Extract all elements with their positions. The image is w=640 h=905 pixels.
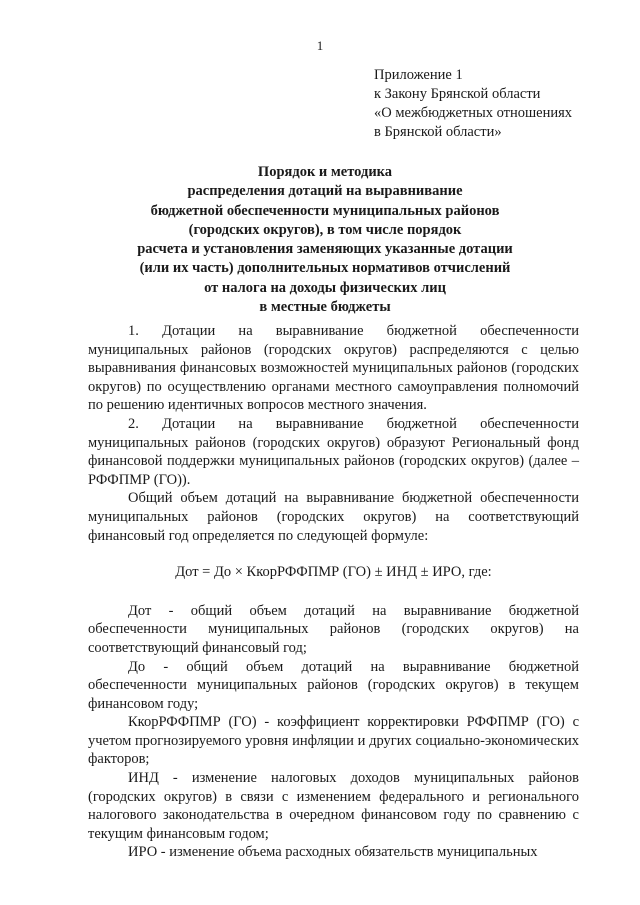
definition-iro: ИРО - изменение объема расходных обязательств муниципальных bbox=[128, 844, 538, 861]
appendix-line: «О межбюджетных отношениях bbox=[374, 105, 573, 121]
title-line: в местные бюджеты bbox=[259, 299, 391, 316]
page-number: 1 bbox=[316, 38, 324, 53]
paragraph-2: 2. Дотации на выравнивание бюджетной обеспеченности муниципальных районов (городских округов) образуют Региональный фонд финансовой поддержки муниципальных районов (городских округов) (далее – РФФПМР (ГО)). bbox=[88, 415, 579, 488]
title-line: (или их часть) дополнительных нормативов отчислений bbox=[139, 260, 511, 277]
title-line: распределения дотаций на выравнивание bbox=[187, 183, 463, 200]
definition-dot: Дот - общий объем дотаций на выравнивание бюджетной обеспеченности муниципальных районов (городских округов) на соответствующий финансовый год; bbox=[88, 602, 579, 656]
title-line: расчета и установления заменяющих указанные дотации bbox=[137, 241, 513, 258]
title-line: от налога на доходы физических лиц bbox=[204, 279, 446, 296]
appendix-header bbox=[374, 66, 634, 142]
definition-ind: ИНД - изменение налоговых доходов муниципальных районов (городских округов) в связи с изменением федерального и регионального налогового законодательства в очередном финансовом году по сравнению с текущим финансовым годом; bbox=[88, 770, 579, 842]
paragraph-1: 1. Дотации на выравнивание бюджетной обеспеченности муниципальных районов (городских округов) распределяются с целью выравнивания финансовых возможностей муниципальных районов (городских округов) по осуществлению органами местного самоуправления полномочий по решению идентичных вопросов местного значения. bbox=[88, 323, 579, 414]
document-title bbox=[100, 163, 550, 317]
title-line: бюджетной обеспеченности муниципальных районов bbox=[150, 202, 500, 219]
title-line: (городских округов), в том числе порядок bbox=[188, 221, 462, 238]
definition-kkor: КкорРФФПМР (ГО) - коэффициент корректировки РФФПМР (ГО) с учетом прогнозируемого уровня инфляции и других социально-экономических факторов; bbox=[88, 714, 579, 768]
appendix-line: Приложение 1 bbox=[374, 67, 463, 83]
title-line: Порядок и методика bbox=[257, 164, 393, 180]
appendix-line: к Закону Брянской области bbox=[374, 86, 541, 102]
paragraph-3: Общий объем дотаций на выравнивание бюджетной обеспеченности муниципальных районов (городских округов) на соответствующий финансовый год определяется по следующей формуле: bbox=[88, 490, 579, 544]
appendix-line: в Брянской области» bbox=[374, 124, 502, 140]
definition-do: До - общий объем дотаций на выравнивание бюджетной обеспеченности муниципальных районов (городских округов) в текущем финансовом году; bbox=[88, 658, 579, 712]
formula: Дот = До × КкорРФФПМР (ГО) ± ИНД ± ИРО, где: bbox=[175, 564, 492, 581]
document-body bbox=[88, 322, 579, 862]
